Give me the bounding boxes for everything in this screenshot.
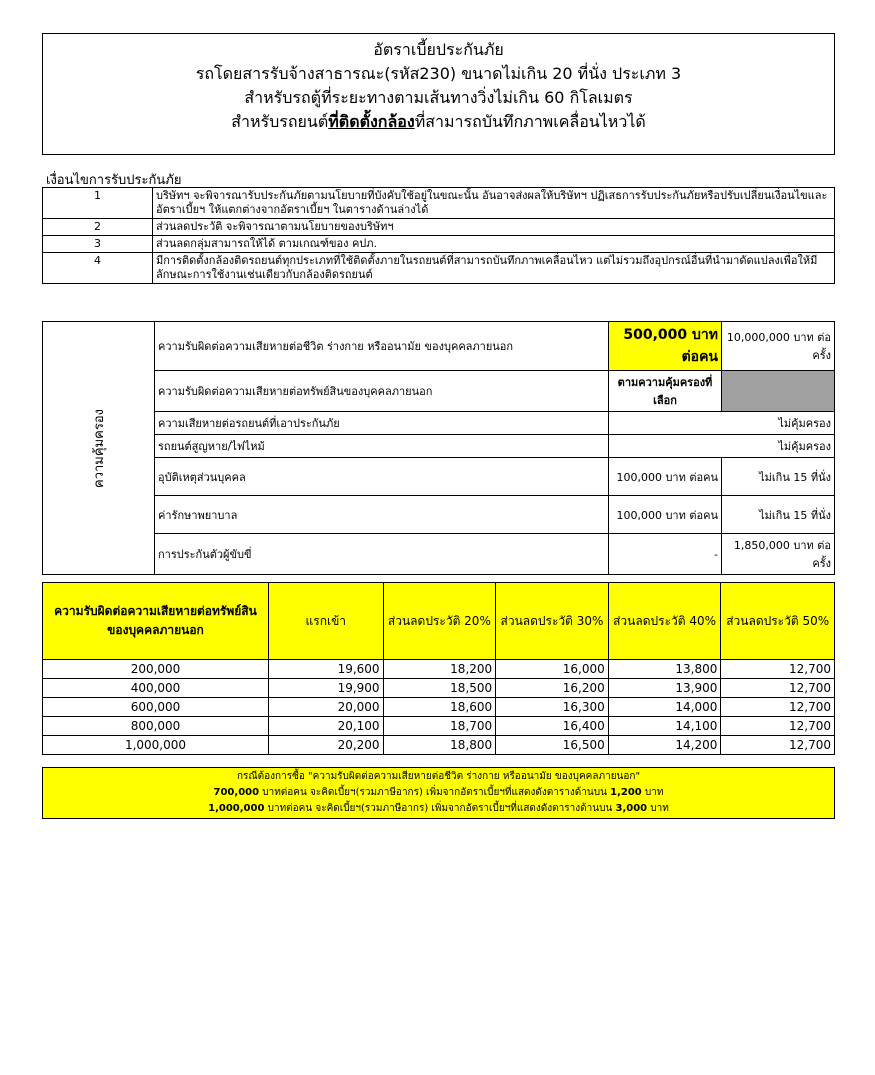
premium-rate-table: [42, 582, 835, 755]
rate-header: ความรับผิดต่อความเสียหายต่อทรัพย์สินของบุคคลภายนอก: [43, 583, 269, 660]
coverage-label: รถยนต์สูญหาย/ไฟไหม้: [155, 435, 609, 458]
coverage-value-empty: [722, 371, 835, 412]
rate-cell: 18,500: [383, 679, 496, 698]
coverage-value: ไม่เกิน 15 ที่นั่ง: [722, 458, 835, 496]
rate-row: [43, 679, 835, 698]
header-title: อัตราเบี้ยประกันภัย: [373, 40, 504, 59]
rate-cell: 12,700: [721, 698, 835, 717]
condition-text: มีการติดตั้งกล้องติดรถยนต์ทุกประเภทที่ใช้ติดตั้งภายในรถยนต์ที่สามารถบันทึกภาพเคลื่อนไหว แต่ไม่รวมถึงอุปกรณ์อื่นที่นำมาดัดแปลงเพื่อให้มีลักษณะการใช้งานเช่นเดียวกับกล้องติดรถยนต์: [153, 253, 835, 284]
note-text: บาทต่อคน จะคิดเบี้ยฯ(รวมภาษีอากร) เพิ่มจากอัตราเบี้ยฯที่แสดงดังตารางด้านบน: [264, 803, 616, 814]
rate-header: ส่วนลดประวัติ 20%: [383, 583, 496, 660]
coverage-value: 10,000,000 บาท ต่อครั้ง: [722, 322, 835, 371]
condition-row: [43, 219, 835, 236]
condition-text: ส่วนลดกลุ่มสามารถให้ได้ ตามเกณฑ์ของ คปภ.: [153, 236, 835, 253]
coverage-side-label-text: ความคุ้มครอง: [92, 408, 107, 488]
note-line-3: [43, 801, 834, 817]
note-premium: 3,000: [615, 803, 648, 814]
note-premium: 1,200: [610, 787, 642, 798]
rate-row: [43, 717, 835, 736]
rate-cell: 20,100: [269, 717, 384, 736]
coverage-value: 1,850,000 บาท ต่อครั้ง: [722, 534, 835, 575]
rate-cell: 12,700: [721, 679, 835, 698]
coverage-row: [43, 534, 835, 575]
coverage-label: อุบัติเหตุส่วนบุคคล: [155, 458, 609, 496]
coverage-row: [43, 371, 835, 412]
condition-number: 4: [43, 253, 153, 284]
coverage-value: -: [609, 534, 722, 575]
rate-cell: 16,400: [496, 717, 609, 736]
header-camera-prefix: สำหรับรถยนต์: [231, 112, 329, 131]
note-unit: บาท: [641, 787, 664, 798]
note-unit: บาท: [647, 803, 669, 814]
rate-row: [43, 660, 835, 679]
rate-cell: 14,100: [608, 717, 721, 736]
rate-header: แรกเข้า: [269, 583, 384, 660]
rate-header: ส่วนลดประวัติ 40%: [608, 583, 721, 660]
rate-cell: 12,700: [721, 736, 835, 755]
header-vehicle-type: รถโดยสารรับจ้างสาธารณะ(รหัส230) ขนาดไม่เกิน 20 ที่นั่ง ประเภท 3: [195, 64, 682, 83]
rate-cell: 16,300: [496, 698, 609, 717]
condition-row: [43, 188, 835, 219]
rate-cell: 20,000: [269, 698, 384, 717]
additional-coverage-note: [42, 767, 835, 819]
rate-cell: 1,000,000: [43, 736, 269, 755]
coverage-value-highlight: 500,000 บาท ต่อคน: [609, 322, 722, 371]
rate-row: [43, 698, 835, 717]
header-camera-note: [43, 110, 834, 134]
coverage-label: ความเสียหายต่อรถยนต์ที่เอาประกันภัย: [155, 412, 609, 435]
coverage-label: การประกันตัวผู้ขับขี่: [155, 534, 609, 575]
condition-row: [43, 236, 835, 253]
rate-cell: 800,000: [43, 717, 269, 736]
coverage-row: [43, 458, 835, 496]
coverage-row: [43, 496, 835, 534]
condition-row: [43, 253, 835, 284]
coverage-table: [42, 321, 835, 575]
coverage-value: ตามความคุ้มครองที่เลือก: [609, 371, 722, 412]
rate-cell: 16,500: [496, 736, 609, 755]
rate-row: [43, 736, 835, 755]
rate-header-row: [43, 583, 835, 660]
conditions-table: [42, 187, 835, 284]
rate-cell: 12,700: [721, 660, 835, 679]
coverage-value: 100,000 บาท ต่อคน: [609, 458, 722, 496]
rate-cell: 400,000: [43, 679, 269, 698]
coverage-label: ค่ารักษาพยาบาล: [155, 496, 609, 534]
rate-cell: 13,800: [608, 660, 721, 679]
header-camera-suffix: ที่สามารถบันทึกภาพเคลื่อนไหวได้: [414, 112, 646, 131]
coverage-label: ความรับผิดต่อความเสียหายต่อทรัพย์สินของบุคคลภายนอก: [155, 371, 609, 412]
note-text: บาทต่อคน จะคิดเบี้ยฯ(รวมภาษีอากร) เพิ่มจากอัตราเบี้ยฯที่แสดงดังตารางด้านบน: [259, 787, 611, 798]
rate-cell: 13,900: [608, 679, 721, 698]
rate-cell: 18,200: [383, 660, 496, 679]
note-amount: 700,000: [213, 787, 260, 798]
rate-cell: 18,800: [383, 736, 496, 755]
coverage-value: ไม่คุ้มครอง: [609, 412, 835, 435]
coverage-value: ไม่คุ้มครอง: [609, 435, 835, 458]
condition-number: 1: [43, 188, 153, 219]
condition-number: 2: [43, 219, 153, 236]
note-line-2: [43, 785, 834, 801]
coverage-side-label: [43, 322, 155, 575]
rate-cell: 20,200: [269, 736, 384, 755]
coverage-row: [43, 322, 835, 371]
rate-cell: 12,700: [721, 717, 835, 736]
coverage-row: [43, 412, 835, 435]
rate-cell: 14,200: [608, 736, 721, 755]
note-amount: 1,000,000: [208, 803, 265, 814]
note-line-1: กรณีต้องการซื้อ "ความรับผิดต่อความเสียหายต่อชีวิต ร่างกาย หรืออนามัย ของบุคคลภายนอก": [236, 771, 641, 782]
coverage-value: 100,000 บาท ต่อคน: [609, 496, 722, 534]
condition-text: ส่วนลดประวัติ จะพิจารณาตามนโยบายของบริษัทฯ: [153, 219, 835, 236]
rate-cell: 18,600: [383, 698, 496, 717]
rate-header: ส่วนลดประวัติ 30%: [496, 583, 609, 660]
header-route-limit: สำหรับรถตู้ที่ระยะทางตามเส้นทางวิ่งไม่เกิน 60 กิโลเมตร: [244, 88, 633, 107]
coverage-row: [43, 435, 835, 458]
rate-cell: 16,000: [496, 660, 609, 679]
rate-cell: 18,700: [383, 717, 496, 736]
rate-cell: 600,000: [43, 698, 269, 717]
rate-header: ส่วนลดประวัติ 50%: [721, 583, 835, 660]
coverage-label: ความรับผิดต่อความเสียหายต่อชีวิต ร่างกาย หรืออนามัย ของบุคคลภายนอก: [155, 322, 609, 371]
coverage-value: ไม่เกิน 15 ที่นั่ง: [722, 496, 835, 534]
rate-cell: 16,200: [496, 679, 609, 698]
rate-cell: 19,900: [269, 679, 384, 698]
rate-cell: 200,000: [43, 660, 269, 679]
document-header: [42, 33, 835, 155]
condition-text: บริษัทฯ จะพิจารณารับประกันภัยตามนโยบายที่บังคับใช้อยู่ในขณะนั้น อันอาจส่งผลให้บริษัทฯ ปฏิเสธการรับประกันภัยหรือปรับเปลี่ยนเงื่อนไขและอัตราเบี้ยฯ ให้แตกต่างจากอัตราเบี้ยฯ ในตารางด้านล่างได้: [153, 188, 835, 219]
header-camera-emphasis: ที่ติดตั้งกล้อง: [328, 112, 415, 131]
condition-number: 3: [43, 236, 153, 253]
rate-cell: 19,600: [269, 660, 384, 679]
rate-cell: 14,000: [608, 698, 721, 717]
conditions-title: เงื่อนไขการรับประกันภัย: [46, 173, 182, 188]
